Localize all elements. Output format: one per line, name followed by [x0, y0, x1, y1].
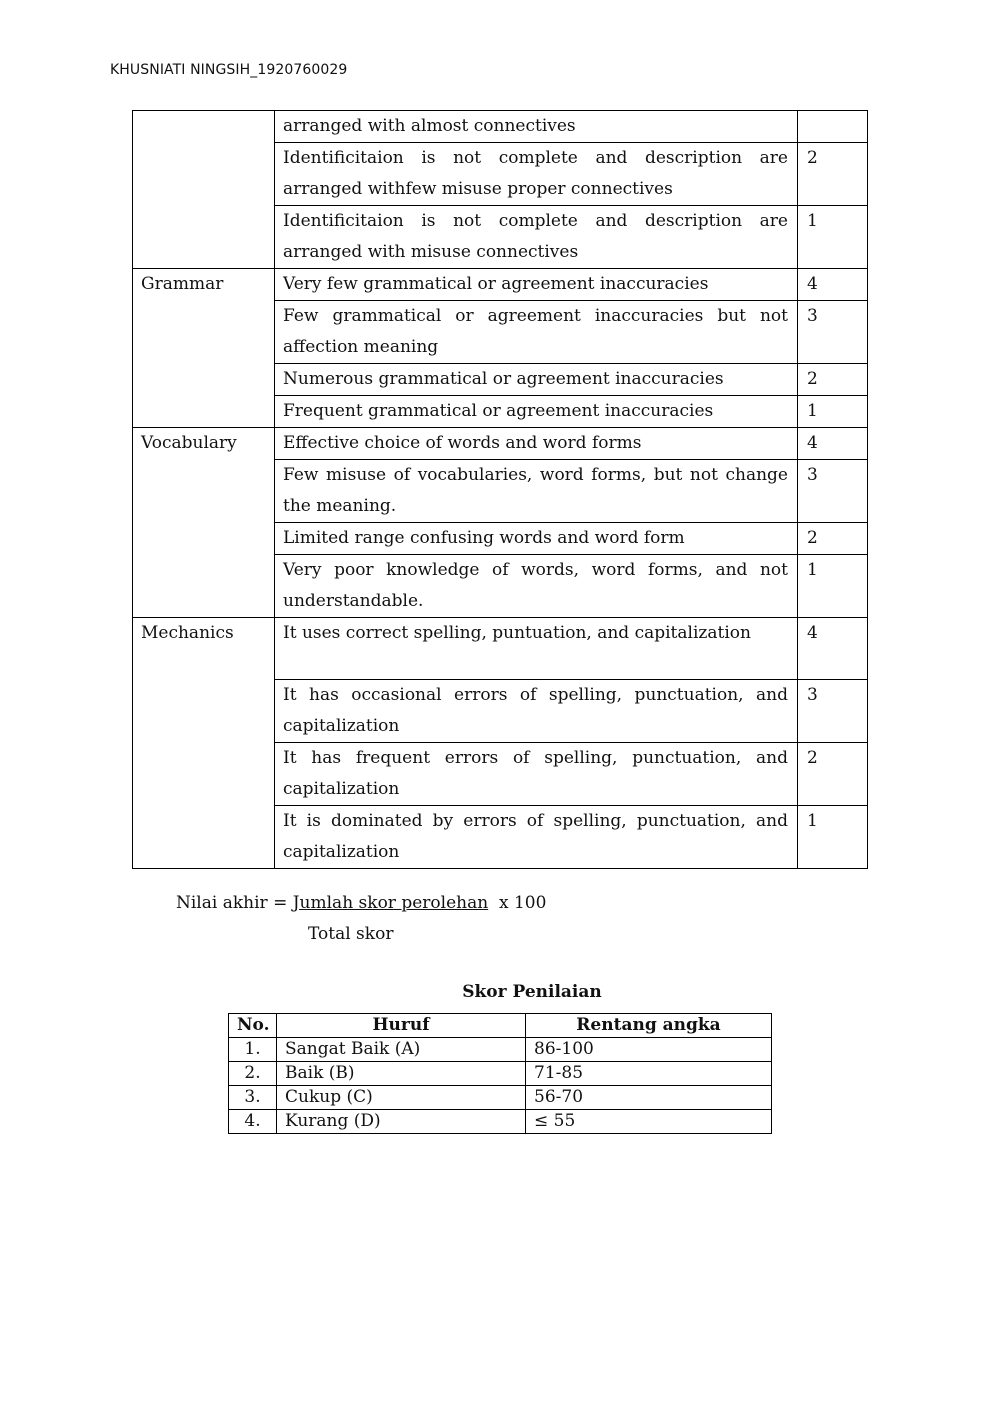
rubric-category-vocabulary: Vocabulary	[133, 428, 275, 618]
score-range: 71-85	[526, 1062, 772, 1086]
column-header-no: No.	[229, 1014, 277, 1038]
formula-multiplier: x 100	[488, 893, 547, 913]
rubric-score: 1	[798, 396, 868, 428]
rubric-score: 1	[798, 555, 868, 618]
rubric-description: arranged with almost connectives	[275, 111, 798, 143]
table-row	[229, 1038, 772, 1062]
rubric-description: It is dominated by errors of spelling, punctuation, and capitalization	[275, 806, 798, 869]
final-score-formula	[176, 888, 546, 950]
rubric-score: 4	[798, 428, 868, 460]
table-row	[133, 428, 868, 460]
skor-penilaian-title: Skor Penilaian	[462, 982, 602, 1002]
rubric-score: 4	[798, 269, 868, 301]
rubric-score: 3	[798, 301, 868, 364]
rubric-score: 4	[798, 618, 868, 680]
rubric-score: 3	[798, 460, 868, 523]
rubric-score: 2	[798, 743, 868, 806]
table-row	[133, 111, 868, 143]
table-header-row	[229, 1014, 772, 1038]
rubric-description: Very poor knowledge of words, word forms, and not understandable.	[275, 555, 798, 618]
rubric-score: 2	[798, 143, 868, 206]
grade-letter: Kurang (D)	[277, 1110, 526, 1134]
rubric-description: Limited range confusing words and word form	[275, 523, 798, 555]
rubric-description: Few grammatical or agreement inaccuracies but not affection meaning	[275, 301, 798, 364]
table-row	[133, 618, 868, 680]
rubric-score: 3	[798, 680, 868, 743]
row-number: 3.	[229, 1086, 277, 1110]
table-row	[229, 1062, 772, 1086]
skor-penilaian-table	[228, 1013, 772, 1134]
table-row	[229, 1086, 772, 1110]
row-number: 1.	[229, 1038, 277, 1062]
rubric-description: Numerous grammatical or agreement inaccuracies	[275, 364, 798, 396]
rubric-description: Few misuse of vocabularies, word forms, but not change the meaning.	[275, 460, 798, 523]
formula-label: Nilai akhir =	[176, 893, 293, 913]
rubric-description: It uses correct spelling, puntuation, and capitalization	[275, 618, 798, 680]
rubric-description: It has frequent errors of spelling, punctuation, and capitalization	[275, 743, 798, 806]
rubric-description: Identificitaion is not complete and description are arranged withfew misuse proper connectives	[275, 143, 798, 206]
rubric-description: Identificitaion is not complete and description are arranged with misuse connectives	[275, 206, 798, 269]
column-header-huruf: Huruf	[277, 1014, 526, 1038]
rubric-description: Very few grammatical or agreement inaccuracies	[275, 269, 798, 301]
rubric-table	[132, 110, 868, 869]
page-header: KHUSNIATI NINGSIH_1920760029	[110, 62, 348, 78]
rubric-score: 1	[798, 806, 868, 869]
table-row	[133, 269, 868, 301]
rubric-score: 2	[798, 364, 868, 396]
rubric-description: Frequent grammatical or agreement inaccuracies	[275, 396, 798, 428]
rubric-description: It has occasional errors of spelling, punctuation, and capitalization	[275, 680, 798, 743]
table-row	[229, 1110, 772, 1134]
column-header-rentang: Rentang angka	[526, 1014, 772, 1038]
score-range: ≤ 55	[526, 1110, 772, 1134]
score-range: 86-100	[526, 1038, 772, 1062]
grade-letter: Sangat Baik (A)	[277, 1038, 526, 1062]
row-number: 4.	[229, 1110, 277, 1134]
rubric-description: Effective choice of words and word forms	[275, 428, 798, 460]
rubric-score: 2	[798, 523, 868, 555]
rubric-category-cell	[133, 111, 275, 269]
formula-numerator: Jumlah skor perolehan	[292, 893, 489, 913]
rubric-score: 1	[798, 206, 868, 269]
rubric-category-mechanics: Mechanics	[133, 618, 275, 869]
rubric-score	[798, 111, 868, 143]
grade-letter: Cukup (C)	[277, 1086, 526, 1110]
row-number: 2.	[229, 1062, 277, 1086]
rubric-category-grammar: Grammar	[133, 269, 275, 428]
score-range: 56-70	[526, 1086, 772, 1110]
grade-letter: Baik (B)	[277, 1062, 526, 1086]
formula-denominator: Total skor	[308, 924, 394, 944]
